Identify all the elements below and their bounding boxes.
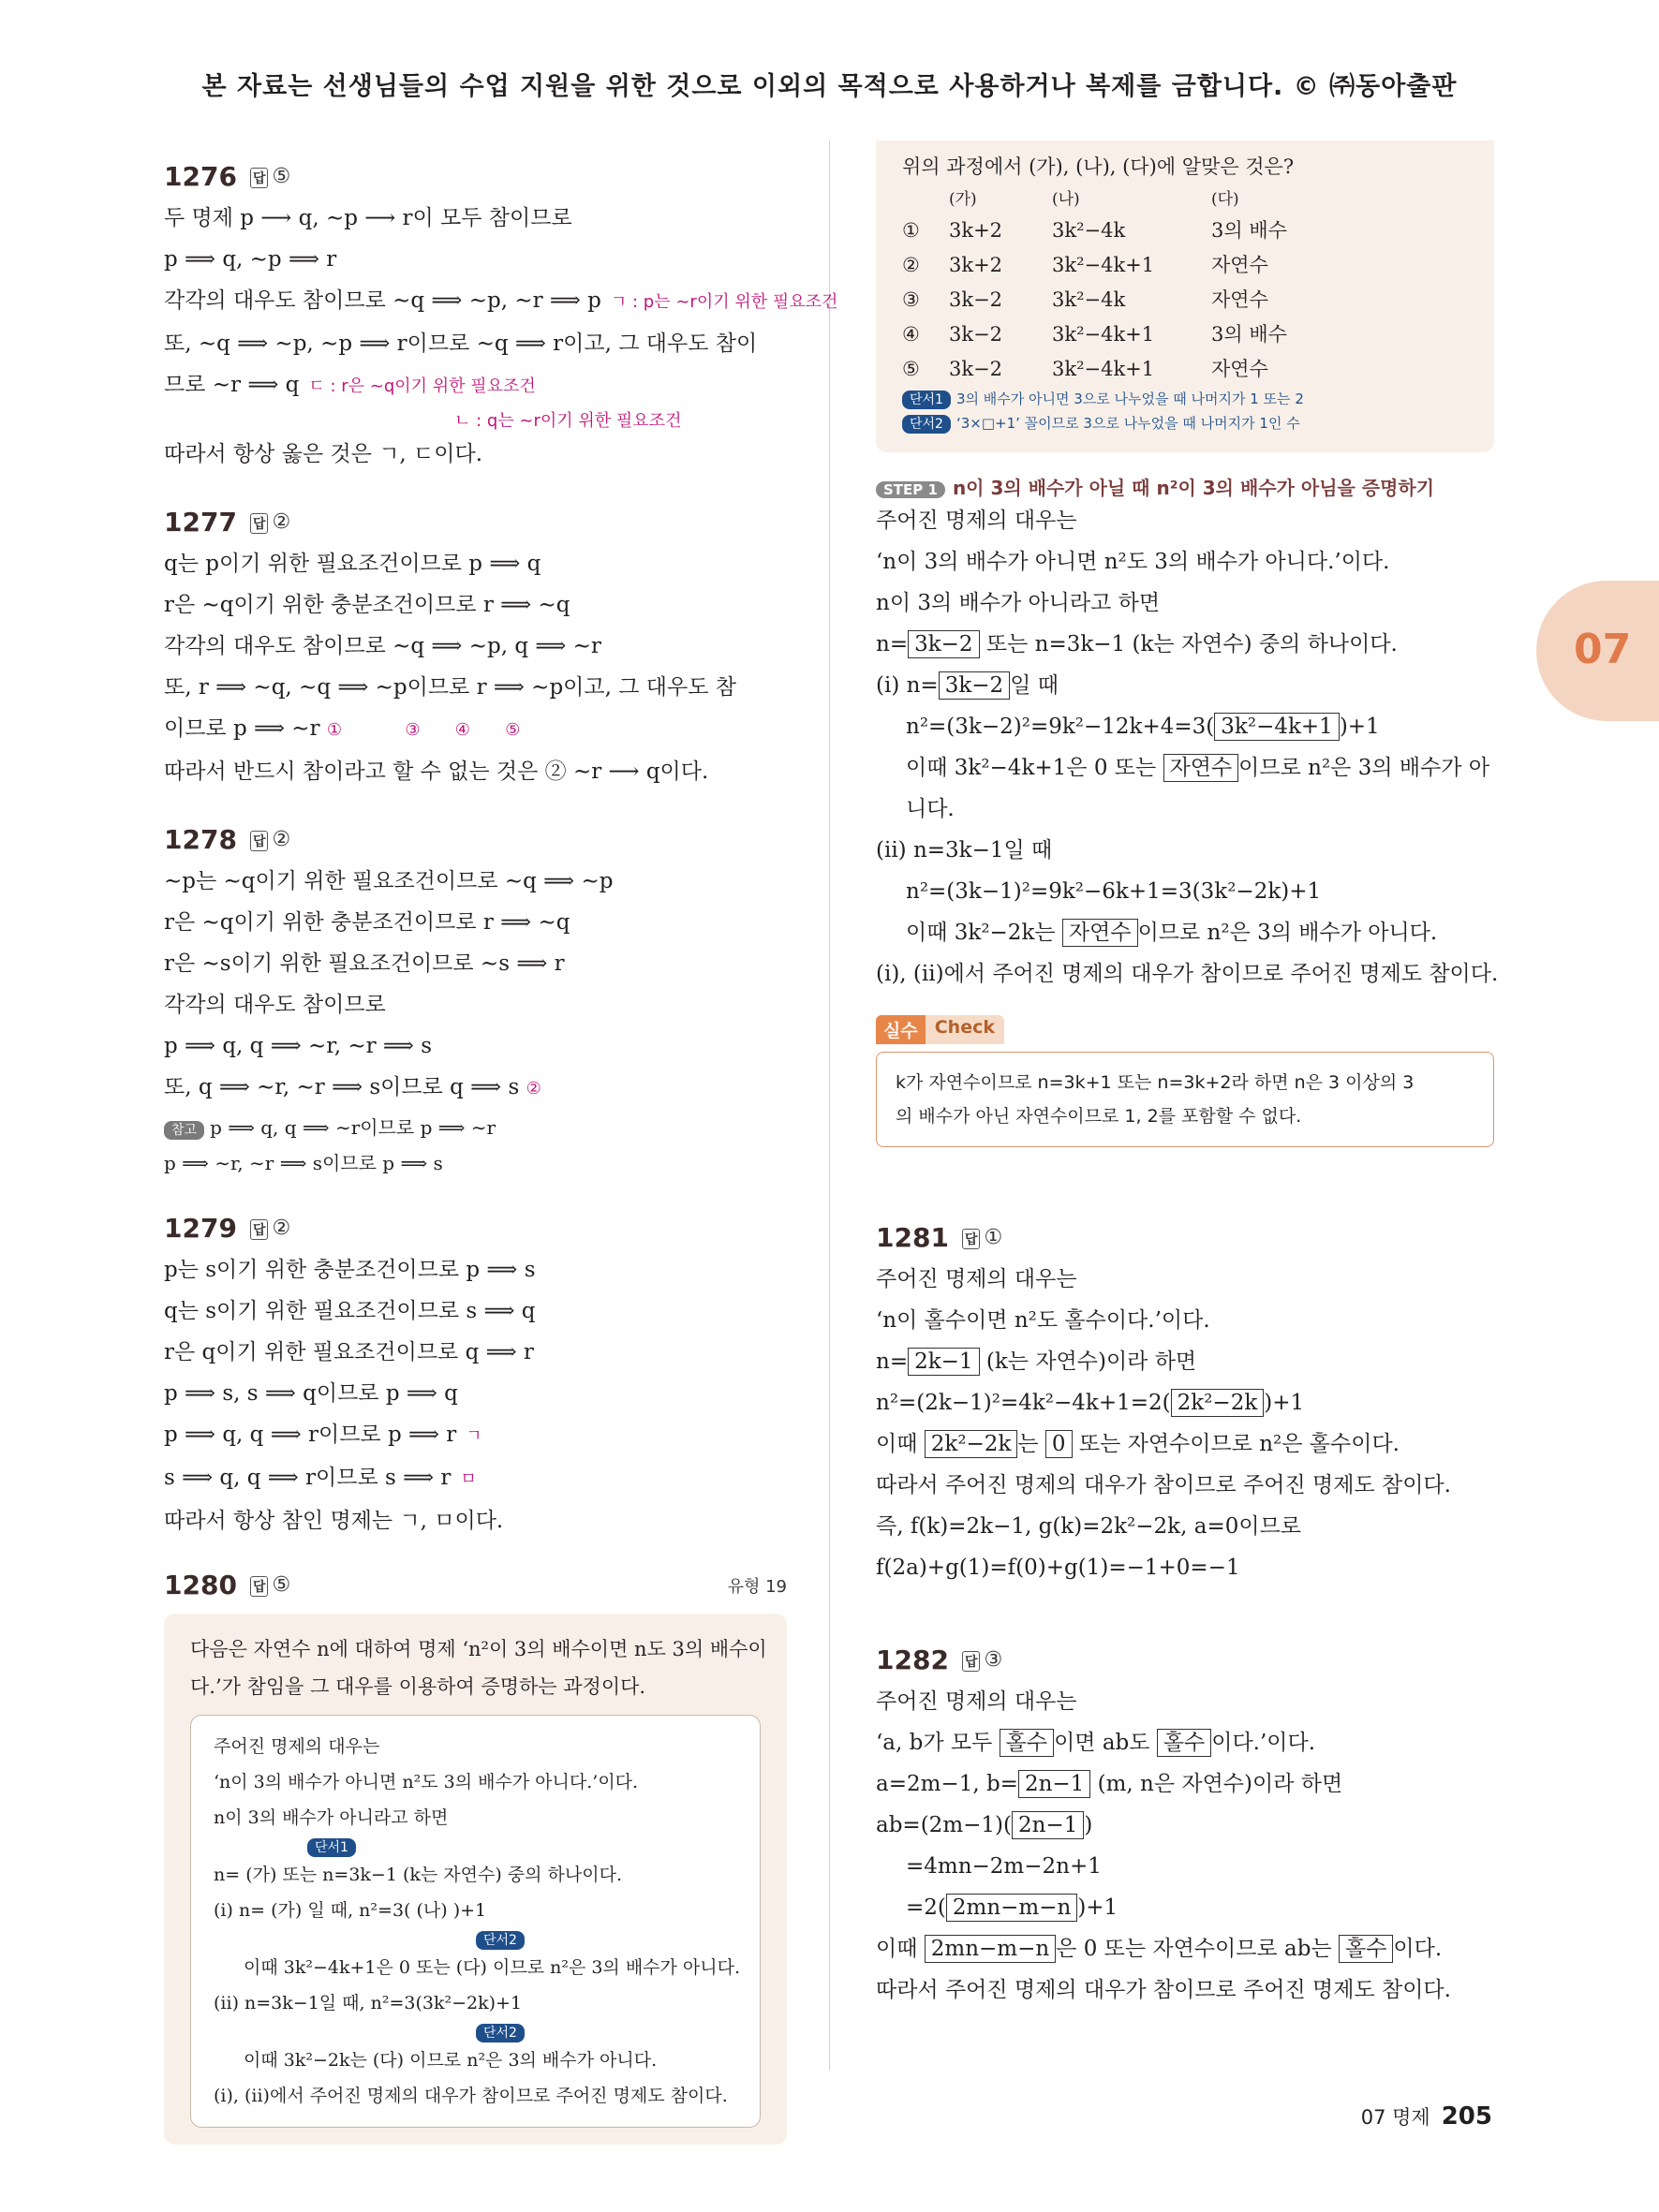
table-header: (다)	[1211, 190, 1239, 209]
answer-value: ⑤	[272, 1573, 291, 1597]
mistake-check-tag	[876, 1015, 1004, 1044]
problem-1279	[164, 1213, 787, 1541]
choice-cell: ②	[902, 254, 920, 276]
text-line: r은 ∼q이기 위한 충분조건이므로 r ⟹ ∼q	[164, 910, 570, 935]
text-line: r은 ∼q이기 위한 충분조건이므로 r ⟹ ∼q	[164, 593, 570, 617]
answer-box: 홀수	[1339, 1935, 1393, 1963]
answer-value: ①	[984, 1226, 1003, 1249]
choice-row	[902, 283, 1468, 317]
text-line: 이므로 p ⟹ ∼r	[164, 716, 320, 741]
answer-value: ②	[272, 1217, 291, 1240]
answer-box: 홀수	[1000, 1729, 1054, 1757]
problem-number: 1280	[164, 1570, 237, 1600]
problem-number: 1279	[164, 1213, 237, 1244]
text-line: 주어진 명제의 대우는	[876, 1689, 1077, 1714]
text-line: 두 명제 p ⟶ q, ∼p ⟶ r이 모두 참이므로	[164, 206, 572, 230]
choice-table	[902, 214, 1468, 387]
choice-cell: 자연수	[1211, 358, 1268, 380]
mistake-box	[876, 1052, 1494, 1147]
column-divider	[829, 140, 830, 2070]
choice-cell: ⑤	[902, 358, 920, 380]
text-line: r은 q이기 위한 필요조건이므로 q ⟹ r	[164, 1340, 534, 1364]
text-line: 주어진 명제의 대우는	[876, 1267, 1077, 1291]
text-line: 즉, f(k)=2k−1, g(k)=2k²−2k, a=0이므로	[876, 1514, 1302, 1539]
text-line: 다음은 자연수 n에 대하여 명제 ‘n²이 3의 배수이면 n도 3의 배수이	[190, 1638, 767, 1660]
text-line: 다.’가 참임을 그 대우를 이용하여 증명하는 과정이다.	[190, 1675, 646, 1698]
footer-chapter: 07 명제	[1360, 2106, 1430, 2129]
step-title: n이 3의 배수가 아닐 때 n²이 3의 배수가 아님을 증명하기	[952, 477, 1435, 499]
hint-badge: 단서2	[902, 415, 951, 434]
proof-line: n= (가) 또는 n=3k−1 (k는 자연수) 중의 하나이다.	[214, 1865, 623, 1885]
choice-row	[902, 248, 1468, 283]
mark: ①	[326, 720, 343, 740]
answer-badge: 답	[250, 831, 269, 851]
text-line: s ⟹ q, q ⟹ r이므로 s ⟹ r	[164, 1466, 452, 1490]
text-line: 따라서 항상 참인 명제는 ㄱ, ㅁ이다.	[164, 1509, 504, 1533]
proof-line: ‘n이 3의 배수가 아니면 n²도 3의 배수가 아니다.’이다.	[214, 1772, 639, 1792]
problem-number: 1278	[164, 824, 237, 855]
choice-cell: 3k−2	[949, 323, 1003, 346]
step-heading	[876, 473, 1494, 500]
answer-box: 3k−2	[908, 630, 979, 658]
right-column: 위의 과정에서 (가), (나), (다)에 알맞은 것은? (가) (나) (다) ① 3k+2 3k²−4k 3의 배수 ② 3k+2 3k²−4k+1 자연수 ③ 3k−2 3k²−4k 자연수 ④ 3k−2 3k²−4k+1 3의 배수 ⑤ 3k−2 3k²−4k+1 자연수 단서1 3의 배수가 아니면 3으로 나누었을 때 나머지가 1 또는 2 단서2 ‘3×□+1’ 꼴이므로 3으로 나누었을 때 나머지가 1인 수 STEP 1 n이 3의 배수가 아닐 때 n²이 3의 배수가 아님을 증명하기 주어진 명제의 대우는 ‘n이 3의 배수가 아니면 n²도 3의 배수가 아니다.’이다. n이 3의 배수가 아니라고 하면 n= 3k−2 또는 n=3k−1 (k는 자연수) 중의 하나이다. (i) n= 3k−2 일 때 n²=(3k−2)²=9k²−12k+4=3( 3k²−4k+1 )+1 이때 3k²−4k+1은 0 또는 자연수 이므로 n²은 3의 배수가 아 니다. (ii) n=3k−1일 때 n²=(3k−1)²=9k²−6k+1=3(3k²−2k)+1 이때 3k²−2k는 자연수 이므로 n²은 3의 배수가 아니다. (i), (ii)에서 주어진 명제의 대우가 참이므로 주어진 명제도 참이다. 실수 Check k가 자연수이므로 n=3k+1 또는 n=3k+2라 하면 n은 3 이상의 3 의 배수가 아닌 자연수이므로 1, 2를 포함할 수 없다. 1281 답 ① 주어진 명제의 대우는 ‘n이 홀수이면 n²도 홀수이다.’이다. n= 2k−1 (k는 자연수)이라 하면 n²=(2k−1)²=4k²−4k+1=2( 2k²−2k )+1 이때 2k²−2k 는 0 또는 자연수이므로 n²은 홀수이다. 따라서 주어진 명제의 대우가 참이므로 주어진 명제도 참이다. 즉, f(k)=2k−1, g(k)=2k²−2k, a=0이므로 f(2a)+g(1)=f(0)+g(1)=−1+0=−1 1282 답 ③ 주어진 명제의 대우는 ‘a, b가 모두 홀수 이면 ab도 홀수 이다.’이다. a=2m−1, b= 2n−1 (m, n은 자연수)이라 하면 ab=(2m−1)( 2n−1 ) =4mn−2m−2n+1 =2( 2mn−m−n )+1 이때 2mn−m−n 은 0 또는 자연수이므로 ab는 홀수 이다. 따라서 주어진 명제의 대우가 참이므로 주어진 명제도 참이다.	[876, 140, 1494, 2011]
type-tag: 유형 19	[727, 1576, 787, 1597]
text-line: 따라서 주어진 명제의 대우가 참이므로 주어진 명제도 참이다.	[876, 1978, 1451, 2002]
answer-value: ⑤	[272, 165, 291, 188]
choice-cell: 자연수	[1211, 288, 1268, 311]
answer-badge: 답	[250, 1219, 269, 1240]
choice-cell: 3k+2	[949, 219, 1003, 242]
text-line: p ⟹ q, q ⟹ ∼r, ∼r ⟹ s	[164, 1034, 433, 1058]
choice-cell: 3k−2	[949, 358, 1003, 380]
proof-line: 주어진 명제의 대우는	[214, 1736, 380, 1757]
proof-box	[190, 1715, 761, 2128]
text-line: 주어진 명제의 대우는	[876, 509, 1077, 533]
text-line: p ⟹ q, q ⟹ r이므로 p ⟹ r	[164, 1423, 457, 1447]
text-line: 각각의 대우도 참이므로 ∼q ⟹ ∼p, q ⟹ ∼r	[164, 634, 601, 658]
text-line: 또, r ⟹ ∼q, ∼q ⟹ ∼p이므로 r ⟹ ∼p이고, 그 대우도 참	[164, 675, 736, 700]
text-line: ‘n이 3의 배수가 아니면 n²도 3의 배수가 아니다.’이다.	[876, 550, 1390, 574]
left-column	[164, 140, 838, 2145]
choice-cell: 3k²−4k	[1052, 219, 1126, 242]
problem-number: 1276	[164, 161, 237, 192]
choice-row	[902, 214, 1468, 248]
hint-badge: 단서1	[902, 391, 951, 409]
choice-cell: 3의 배수	[1211, 219, 1287, 242]
text-line: q는 p이기 위한 필요조건이므로 p ⟹ q	[164, 552, 541, 576]
problem-number: 1282	[876, 1644, 949, 1675]
choice-cell: 3k²−4k+1	[1052, 358, 1155, 380]
text-line: 따라서 주어진 명제의 대우가 참이므로 주어진 명제도 참이다.	[876, 1473, 1451, 1497]
problem-1277	[164, 507, 787, 792]
text-line: 각각의 대우도 참이므로 ∼q ⟹ ∼p, ∼r ⟹ p	[164, 288, 601, 313]
mark: ④	[454, 720, 470, 740]
mark: ㅁ	[460, 1469, 477, 1489]
annotation-note: ㄴ : q는 ∼r이기 위한 필요조건	[454, 411, 682, 431]
text-line: 므로 ∼r ⟹ q	[164, 373, 300, 397]
choices-card	[876, 140, 1494, 452]
hint-badge: 단서2	[476, 2024, 525, 2042]
text-line: p는 s이기 위한 충분조건이므로 p ⟹ s	[164, 1258, 536, 1282]
reference-line: p ⟹ ∼r, ∼r ⟹ s이므로 p ⟹ s	[164, 1152, 443, 1174]
answer-badge: 답	[250, 513, 269, 534]
page-footer	[1361, 2102, 1492, 2131]
hint-text: 3의 배수가 아니면 3으로 나누었을 때 나머지가 1 또는 2	[955, 391, 1304, 407]
answer-box: 2n−1	[1012, 1811, 1084, 1839]
choice-cell: 자연수	[1211, 254, 1268, 276]
proof-line: (i), (ii)에서 주어진 명제의 대우가 참이므로 주어진 명제도 참이다.	[214, 2086, 728, 2106]
text-line: q는 s이기 위한 필요조건이므로 s ⟹ q	[164, 1299, 536, 1323]
text-line: 또, q ⟹ ∼r, ∼r ⟹ s이므로 q ⟹ s	[164, 1075, 520, 1099]
hint-text: ‘3×□+1’ 꼴이므로 3으로 나누었을 때 나머지가 1인 수	[955, 415, 1300, 432]
proof-line: n이 3의 배수가 아니라고 하면	[214, 1807, 449, 1828]
problem-1278	[164, 824, 787, 1181]
mistake-label: 실수	[876, 1015, 926, 1044]
table-header: (나)	[1052, 190, 1080, 209]
chapter-number: 07	[1574, 626, 1632, 673]
answer-badge: 답	[962, 1229, 981, 1249]
mark: ③	[405, 720, 421, 740]
text-line: p ⟹ s, s ⟹ q이므로 p ⟹ q	[164, 1381, 458, 1406]
answer-box: 3k²−4k+1	[1214, 713, 1340, 741]
mistake-line: k가 자연수이므로 n=3k+1 또는 n=3k+2라 하면 n은 3 이상의 3	[896, 1072, 1415, 1093]
choice-cell: 3k²−4k+1	[1052, 323, 1155, 346]
reference-badge: 참고	[164, 1121, 204, 1140]
problem-1280	[164, 1570, 787, 2145]
problem-1282: 1282 답 ③ 주어진 명제의 대우는 ‘a, b가 모두 홀수 이면 ab도 홀수 이다.’이다. a=2m−1, b= 2n−1 (m, n은 자연수)이라 하면 ab=(2m−1)( 2n−1 ) =4mn−2m−2n+1 =2( 2mn−m−n )+1 이때 2mn−m−n 은 0 또는 자연수이므로 ab는 홀수 이다. 따라서 주어진 명제의 대우가 참이므로 주어진 명제도 참이다.	[876, 1644, 1494, 2011]
answer-box: 0	[1045, 1430, 1073, 1458]
annotation-note: ㄷ : r은 ∼q이기 위한 필요조건	[308, 376, 536, 396]
proof-line: 이때 3k²−4k+1은 0 또는 (다) 이므로 n²은 3의 배수가 아니다.	[244, 1957, 741, 1978]
chapter-tab	[1536, 581, 1659, 721]
choice-row	[902, 352, 1468, 387]
problem-1276	[164, 161, 838, 475]
copyright-notice: 본 자료는 선생님들의 수업 지원을 위한 것으로 이외의 목적으로 사용하거나 복제를 금합니다. © ㈜동아출판	[201, 72, 1458, 101]
answer-box: 2n−1	[1018, 1770, 1090, 1798]
problem-number: 1277	[164, 507, 237, 538]
text-line: ‘n이 홀수이면 n²도 홀수이다.’이다.	[876, 1308, 1210, 1333]
answer-box: 2mn−m−n	[946, 1894, 1077, 1922]
text-line: ∼p는 ∼q이기 위한 필요조건이므로 ∼q ⟹ ∼p	[164, 869, 614, 893]
choice-cell: 3k²−4k	[1052, 288, 1126, 311]
mark: ②	[526, 1079, 541, 1099]
hint-badge: 단서2	[476, 1931, 525, 1950]
answer-box: 3k−2	[939, 671, 1010, 700]
table-header: (가)	[949, 190, 977, 209]
proof-line: (i) n= (가) 일 때, n²=3( (나) )+1	[214, 1900, 487, 1921]
answer	[250, 165, 290, 188]
text-line: 각각의 대우도 참이므로	[164, 993, 386, 1017]
text-line: f(2a)+g(1)=f(0)+g(1)=−1+0=−1	[876, 1556, 1240, 1580]
text-line: 따라서 항상 옳은 것은 ㄱ, ㄷ이다.	[164, 442, 483, 466]
proof-line: 이때 3k²−2k는 (다) 이므로 n²은 3의 배수가 아니다.	[244, 2050, 658, 2071]
text-line: n이 3의 배수가 아니라고 하면	[876, 591, 1161, 615]
text-line: 또, ∼q ⟹ ∼p, ∼p ⟹ r이므로 ∼q ⟹ r이고, 그 대우도 참이	[164, 332, 758, 356]
check-label: Check	[926, 1015, 1004, 1044]
question-line: 위의 과정에서 (가), (나), (다)에 알맞은 것은?	[902, 155, 1295, 178]
text-line: 따라서 반드시 참이라고 할 수 없는 것은 ② ∼r ⟶ q이다.	[164, 759, 709, 784]
answer-value: ③	[984, 1648, 1003, 1672]
step-badge: STEP 1	[876, 481, 945, 498]
answer-badge: 답	[962, 1651, 981, 1672]
answer-box: 자연수	[1062, 919, 1138, 947]
answer-box: 홀수	[1157, 1729, 1211, 1757]
answer-badge: 답	[250, 168, 269, 188]
answer-box: 2k²−2k	[1171, 1389, 1265, 1417]
choice-cell: ③	[902, 288, 920, 311]
text-line: r은 ∼s이기 위한 필요조건이므로 ∼s ⟹ r	[164, 951, 565, 976]
answer-badge: 답	[250, 1576, 269, 1597]
answer-box: 자연수	[1163, 754, 1239, 782]
answer-box: 2k²−2k	[925, 1430, 1018, 1458]
choice-cell: ④	[902, 323, 920, 346]
choice-cell: 3k²−4k+1	[1052, 254, 1155, 276]
choice-cell: 3의 배수	[1211, 323, 1287, 346]
answer-box: 2mn−m−n	[925, 1935, 1056, 1963]
problem-card	[164, 1614, 787, 2145]
hint-badge: 단서1	[307, 1838, 356, 1857]
problem-1281: 1281 답 ① 주어진 명제의 대우는 ‘n이 홀수이면 n²도 홀수이다.’이다. n= 2k−1 (k는 자연수)이라 하면 n²=(2k−1)²=4k²−4k+1=2( 2k²−2k )+1 이때 2k²−2k 는 0 또는 자연수이므로 n²은 홀수이다. 따라서 주어진 명제의 대우가 참이므로 주어진 명제도 참이다. 즉, f(k)=2k−1, g(k)=2k²−2k, a=0이므로 f(2a)+g(1)=f(0)+g(1)=−1+0=−1	[876, 1222, 1494, 1588]
proof-line: (ii) n=3k−1일 때, n²=3(3k²−2k)+1	[214, 1993, 523, 2013]
answer-value: ②	[272, 828, 291, 851]
problem-number: 1281	[876, 1222, 949, 1253]
reference-line: p ⟹ q, q ⟹ ∼r이므로 p ⟹ ∼r	[210, 1116, 496, 1139]
choice-cell: 3k−2	[949, 288, 1003, 311]
choice-row	[902, 317, 1468, 352]
page-number: 205	[1441, 2102, 1492, 2131]
mark: ⑤	[505, 720, 521, 740]
mark: ㄱ	[466, 1426, 482, 1446]
text-line: p ⟹ q, ∼p ⟹ r	[164, 247, 337, 272]
answer-box: 2k−1	[908, 1348, 979, 1376]
choice-cell: ①	[902, 219, 920, 242]
mistake-line: 의 배수가 아닌 자연수이므로 1, 2를 포함할 수 없다.	[896, 1106, 1302, 1127]
answer-value: ②	[272, 510, 291, 534]
annotation-note: ㄱ : p는 ∼r이기 위한 필요조건	[610, 292, 838, 312]
choice-cell: 3k+2	[949, 254, 1003, 276]
